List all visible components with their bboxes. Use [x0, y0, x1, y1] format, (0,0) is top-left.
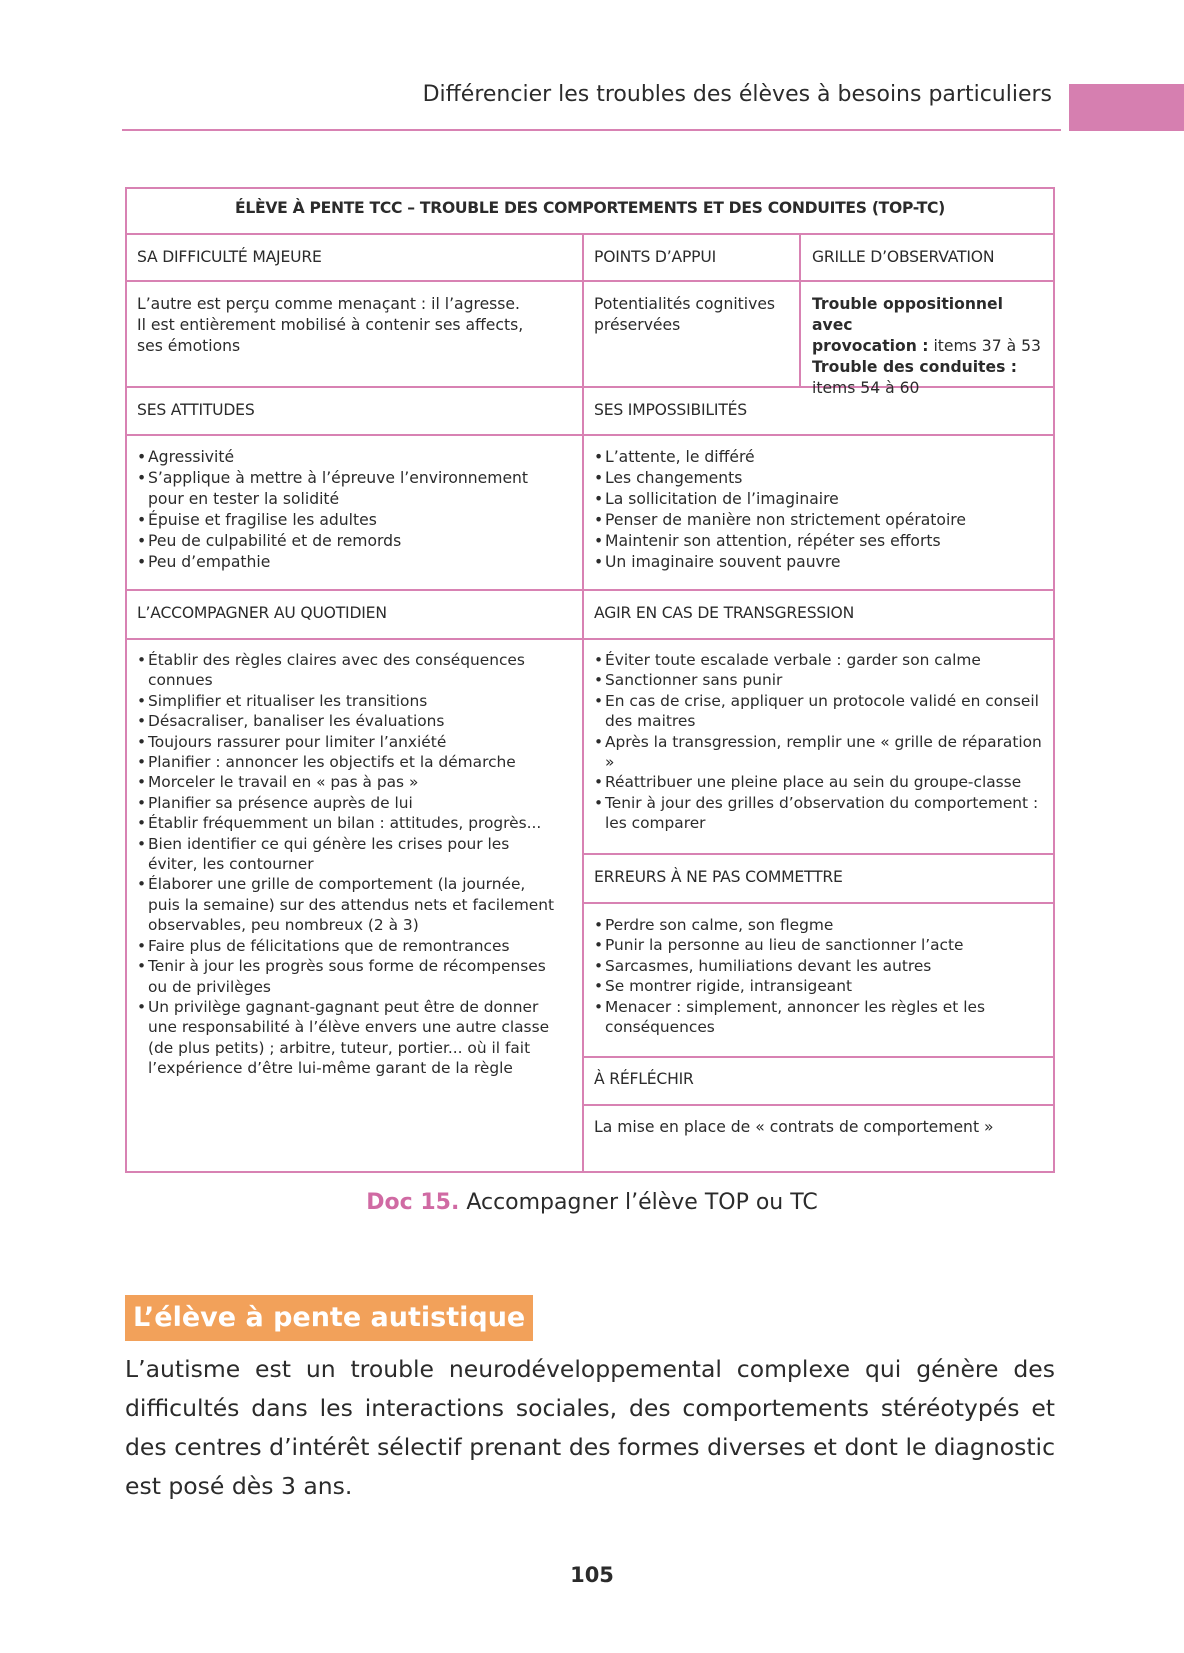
support-label: POINTS D’APPUI	[594, 248, 716, 266]
attitudes-label: SES ATTITUDES	[137, 401, 255, 419]
header-rule	[122, 129, 1061, 131]
table-rule	[799, 233, 801, 388]
reflect-text: La mise en place de « contrats de comportement »	[594, 1118, 994, 1136]
list-item: • Élaborer une grille de comportement (la journée, puis la semaine) sur des attendus nets et facilement observables, peu nombreux (2 à 3)	[137, 874, 557, 935]
list-item: • Épuise et fragilise les adultes	[137, 510, 537, 531]
table-rule	[127, 280, 1053, 282]
list-item: • Peu d’empathie	[137, 552, 537, 573]
difficulty-label: SA DIFFICULTÉ MAJEURE	[137, 248, 322, 266]
daily-list	[137, 650, 557, 1079]
list-item: • En cas de crise, appliquer un protocole validé en conseil des maitres	[594, 691, 1049, 732]
list-item: • Toujours rassurer pour limiter l’anxiété	[137, 732, 557, 752]
chapter-tab	[1069, 84, 1184, 131]
running-title: Différencier les troubles des élèves à besoins particuliers	[422, 82, 1052, 107]
list-item: • Sanctionner sans punir	[594, 670, 1049, 690]
errors-label: ERREURS À NE PAS COMMETTRE	[594, 868, 843, 886]
list-item: • Sarcasmes, humiliations devant les autres	[594, 956, 1049, 976]
list-item: • Planifier sa présence auprès de lui	[137, 793, 557, 813]
support-line: préservées	[594, 316, 681, 334]
list-item: • Morceler le travail en « pas à pas »	[137, 772, 557, 792]
list-item: • Menacer : simplement, annoncer les règles et les conséquences	[594, 997, 1049, 1038]
table-rule	[583, 1056, 1053, 1058]
page-number: 105	[570, 1563, 614, 1587]
list-item: • Simplifier et ritualiser les transitions	[137, 691, 557, 711]
list-item: • Établir des règles claires avec des conséquences connues	[137, 650, 557, 691]
list-item: • Punir la personne au lieu de sanctionner l’acte	[594, 935, 1049, 955]
daily-label: L’ACCOMPAGNER AU QUOTIDIEN	[137, 604, 387, 622]
errors-cell	[594, 915, 1049, 1037]
support-text	[594, 294, 794, 336]
list-item: • Planifier : annoncer les objectifs et la démarche	[137, 752, 557, 772]
list-item: • Bien identifier ce qui génère les crises pour les éviter, les contourner	[137, 834, 557, 875]
list-item: • Se montrer rigide, intransigeant	[594, 976, 1049, 996]
table-rule	[127, 638, 1053, 640]
list-item: • Maintenir son attention, répéter ses efforts	[594, 531, 1049, 552]
grid-line: Trouble oppositionnel avec	[812, 295, 1003, 334]
transgression-label: AGIR EN CAS DE TRANSGRESSION	[594, 604, 855, 622]
impossibilities-list	[594, 447, 1049, 573]
table-rule	[583, 1104, 1053, 1106]
reflect-label: À RÉFLÉCHIR	[594, 1070, 694, 1088]
difficulty-line: Il est entièrement mobilisé à contenir ses affects,	[137, 316, 524, 334]
list-item: • Faire plus de félicitations que de remontrances	[137, 936, 557, 956]
table-rule	[583, 902, 1053, 904]
grid-line: Trouble des conduites :	[812, 358, 1018, 376]
list-item: • S’applique à mettre à l’épreuve l’environnement pour en tester la solidité	[137, 468, 537, 510]
daily-cell	[137, 650, 557, 1079]
list-item: • Peu de culpabilité et de remords	[137, 531, 537, 552]
section-heading: L’élève à pente autistique	[125, 1295, 533, 1341]
grid-line	[812, 336, 1047, 357]
list-item: • Après la transgression, remplir une « grille de réparation »	[594, 732, 1049, 773]
attitudes-list	[137, 447, 537, 573]
difficulty-text	[137, 294, 577, 357]
list-item: • Tenir à jour des grilles d’observation du comportement : les comparer	[594, 793, 1049, 834]
list-item: • Agressivité	[137, 447, 537, 468]
grid-text	[812, 294, 1047, 399]
errors-list	[594, 915, 1049, 1037]
list-item: • Réattribuer une pleine place au sein du groupe-classe	[594, 772, 1049, 792]
grid-items: items 37 à 53	[928, 337, 1041, 355]
doc-number: Doc 15.	[366, 1190, 460, 1215]
list-item: • Penser de manière non strictement opératoire	[594, 510, 1049, 531]
list-item: • Les changements	[594, 468, 1049, 489]
table-rule	[127, 434, 1053, 436]
support-line: Potentialités cognitives	[594, 295, 776, 313]
list-item: • Un imaginaire souvent pauvre	[594, 552, 1049, 573]
transgression-cell	[594, 650, 1049, 834]
list-item: • Désacraliser, banaliser les évaluations	[137, 711, 557, 731]
list-item: • Établir fréquemment un bilan : attitudes, progrès...	[137, 813, 557, 833]
impossibilities-label: SES IMPOSSIBILITÉS	[594, 401, 747, 419]
grid-bold: provocation :	[812, 337, 929, 355]
transgression-list	[594, 650, 1049, 834]
behavior-table	[125, 187, 1055, 1173]
list-item: • L’attente, le différé	[594, 447, 1049, 468]
table-rule	[127, 233, 1053, 235]
list-item: • Tenir à jour les progrès sous forme de récompenses ou de privilèges	[137, 956, 557, 997]
list-item: • Éviter toute escalade verbale : garder son calme	[594, 650, 1049, 670]
table-rule	[582, 233, 584, 1171]
list-item: • Un privilège gagnant-gagnant peut être de donner une responsabilité à l’élève envers une autre classe (de plus petits) ; arbitre, tuteur, portier... où il fait l’expérience d’être lui-même garant de la règle	[137, 997, 557, 1079]
section-paragraph: L’autisme est un trouble neurodéveloppemental complexe qui génère des difficultés dans les interactions sociales, des comportements stéréotypés et des centres d’intérêt sélectif prenant des formes diverses et dont le diagnostic est posé dès 3 ans.	[125, 1355, 1055, 1500]
attitudes-cell	[137, 447, 537, 573]
grid-line: items 54 à 60	[812, 379, 920, 397]
table-rule	[127, 589, 1053, 591]
list-item: • Perdre son calme, son flegme	[594, 915, 1049, 935]
table-rule	[583, 853, 1053, 855]
grid-label: GRILLE D’OBSERVATION	[812, 248, 995, 266]
difficulty-line: L’autre est perçu comme menaçant : il l’agresse.	[137, 295, 520, 313]
difficulty-line: ses émotions	[137, 337, 241, 355]
caption-text: Accompagner l’élève TOP ou TC	[466, 1190, 818, 1215]
table-title: ÉLÈVE À PENTE TCC – TROUBLE DES COMPORTEMENTS ET DES CONDUITES (TOP-TC)	[235, 199, 945, 217]
figure-caption	[0, 1190, 1184, 1215]
impossibilities-cell	[594, 447, 1049, 573]
list-item: • La sollicitation de l’imaginaire	[594, 489, 1049, 510]
